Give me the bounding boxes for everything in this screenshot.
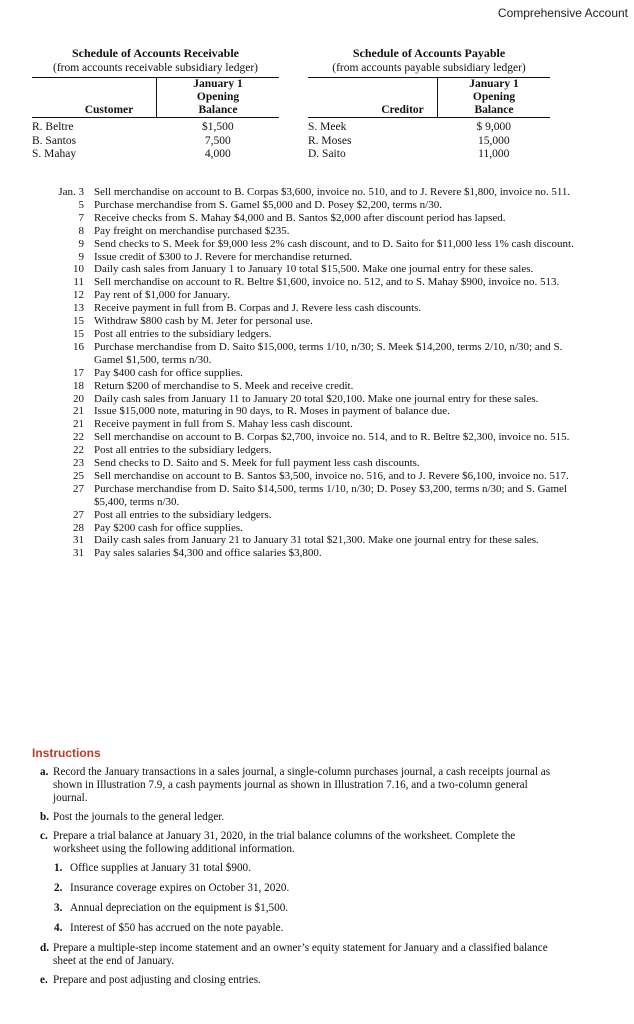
subitem-text: Annual depreciation on the equipment is $1,500. — [70, 902, 289, 914]
transaction-text: Issue $15,000 note, maturing in 90 days, to R. Moses in payment of balance due. — [94, 405, 450, 418]
transaction-date: 17 — [73, 366, 84, 379]
list-item — [32, 470, 592, 483]
list-item — [32, 328, 592, 341]
list-item — [32, 547, 592, 560]
list-item — [54, 902, 554, 915]
transaction-date: 18 — [73, 379, 84, 392]
transaction-date: 23 — [73, 457, 84, 470]
transaction-date: 8 — [78, 224, 84, 237]
transaction-text: Send checks to D. Saito and S. Meek for full payment less cash discounts. — [94, 457, 420, 470]
payable-balance: 11,000 — [478, 148, 510, 160]
instructions-heading: Instructions — [32, 746, 101, 760]
transaction-list — [32, 186, 592, 560]
list-item — [54, 922, 554, 935]
transaction-text: Return $200 of merchandise to S. Meek and receive credit. — [94, 379, 354, 392]
receivable-balance: $1,500 — [201, 121, 234, 133]
list-item — [32, 418, 592, 431]
payable-name: D. Saito — [308, 148, 346, 160]
transaction-date: 27 — [73, 482, 84, 495]
list-item — [32, 393, 592, 406]
transaction-date: 21 — [73, 405, 84, 418]
payable-table — [308, 78, 550, 162]
transaction-text: Daily cash sales from January 21 to January 31 total $21,300. Make one journal entry for these sales. — [94, 534, 539, 547]
instruction-letter: c. — [40, 830, 48, 842]
transaction-date: 13 — [73, 302, 84, 315]
transaction-date: 16 — [73, 340, 84, 353]
table-row — [32, 148, 279, 162]
receivable-schedule — [32, 46, 279, 162]
payable-col-bal-1: January 1 — [438, 78, 551, 91]
instruction-text: Prepare and post adjusting and closing entries. — [53, 974, 261, 986]
transaction-date: 31 — [73, 534, 84, 547]
receivable-col-bal-3: Balance — [157, 104, 280, 118]
payable-schedule — [308, 46, 550, 162]
table-row — [308, 135, 550, 149]
receivable-balance: 7,500 — [204, 134, 231, 147]
receivable-name: B. Santos — [32, 134, 77, 147]
payable-subtitle: (from accounts payable subsidiary ledger) — [308, 61, 550, 78]
list-item — [32, 457, 592, 470]
list-item — [32, 405, 592, 418]
transaction-text: Purchase merchandise from D. Saito $15,000, terms 1/10, n/30; S. Meek $14,200, terms 2/10, n/30; and S. Gamel $1,500, terms n/30. — [94, 340, 563, 366]
payable-col-name: Creditor — [308, 104, 438, 118]
transaction-text: Purchase merchandise from S. Gamel $5,000 and D. Posey $2,200, terms n/30. — [94, 198, 442, 211]
table-row — [308, 148, 550, 162]
payable-title: Schedule of Accounts Payable — [352, 46, 506, 60]
list-item — [32, 341, 592, 367]
transaction-date: 28 — [73, 521, 84, 534]
instruction-letter: b. — [40, 811, 50, 823]
list-item — [32, 289, 592, 302]
list-item — [40, 766, 554, 805]
transaction-text: Sell merchandise on account to R. Beltre $1,600, invoice no. 512, and to S. Mahay $900, invoice no. 513. — [94, 276, 560, 289]
transaction-text: Sell merchandise on account to B. Corpas $3,600, invoice no. 510, and to J. Revere $1,800, invoice no. 511. — [94, 186, 571, 198]
receivable-balance: 4,000 — [204, 148, 231, 160]
payable-col-bal-2: Opening — [438, 91, 551, 104]
receivable-subtitle: (from accounts receivable subsidiary ledger) — [32, 61, 279, 78]
list-item — [32, 431, 592, 444]
list-item — [32, 276, 592, 289]
transaction-text: Daily cash sales from January 1 to January 10 total $15,500. Make one journal entry for these sales. — [94, 263, 534, 276]
list-item — [40, 974, 554, 987]
list-item — [32, 238, 592, 251]
list-item — [32, 522, 592, 535]
list-item — [32, 367, 592, 380]
instruction-text: Prepare a multiple-step income statement and an owner’s equity statement for January and a classified balance sheet at the end of January. — [53, 942, 548, 967]
list-item — [40, 811, 554, 824]
transaction-text: Issue credit of $300 to J. Revere for merchandise returned. — [94, 250, 353, 263]
transaction-text: Sell merchandise on account to B. Santos $3,500, invoice no. 516, and to J. Revere $6,100, invoice no. 517. — [94, 469, 569, 482]
list-item — [32, 263, 592, 276]
transaction-date: 11 — [73, 276, 84, 289]
list-item — [32, 509, 592, 522]
page-header-title: Comprehensive Account — [497, 6, 628, 20]
table-row — [32, 135, 279, 149]
subitem-number: 3. — [54, 902, 63, 914]
transaction-date: 10 — [73, 263, 84, 276]
instruction-letter: a. — [40, 766, 49, 778]
subitem-number: 4. — [54, 922, 63, 934]
transaction-date: 9 — [78, 250, 84, 263]
list-item — [32, 225, 592, 238]
payable-balance: 15,000 — [477, 134, 510, 147]
transaction-date: 27 — [73, 508, 84, 521]
list-item — [40, 830, 554, 856]
list-item — [32, 534, 592, 547]
list-item — [54, 862, 554, 875]
table-row — [32, 118, 279, 135]
receivable-name: S. Mahay — [32, 148, 77, 160]
subitem-number: 2. — [54, 882, 63, 894]
transaction-text: Post all entries to the subsidiary ledgers. — [94, 327, 272, 340]
transaction-date: 21 — [73, 418, 84, 431]
list-item — [32, 380, 592, 393]
transaction-date: 20 — [73, 392, 84, 405]
subitem-text: Insurance coverage expires on October 31, 2020. — [70, 882, 290, 894]
receivable-col-name: Customer — [32, 104, 157, 118]
transaction-text: Pay $400 cash for office supplies. — [94, 366, 243, 379]
transaction-date: 31 — [73, 547, 84, 560]
transaction-date: 5 — [78, 198, 84, 211]
instruction-letter: d. — [40, 942, 50, 954]
transaction-date: 15 — [73, 315, 84, 328]
list-item — [32, 315, 592, 328]
transaction-text: Receive checks from S. Mahay $4,000 and B. Santos $2,000 after discount period has lapsed. — [94, 211, 506, 224]
transaction-date: Jan. 3 — [58, 186, 84, 198]
transaction-text: Receive payment in full from S. Mahay less cash discount. — [94, 418, 353, 431]
instruction-text: Prepare a trial balance at January 31, 2020, in the trial balance columns of the worksheet. Complete the worksheet using the following additional information. — [53, 830, 516, 855]
transaction-date: 22 — [73, 444, 84, 457]
receivable-name: R. Beltre — [32, 121, 74, 133]
receivable-col-bal-2: Opening — [157, 91, 280, 104]
transaction-date: 15 — [73, 327, 84, 340]
list-item — [32, 186, 592, 199]
instructions-list — [40, 766, 554, 993]
list-item — [32, 251, 592, 264]
transaction-date: 7 — [78, 211, 84, 224]
list-item — [32, 212, 592, 225]
payable-name: R. Moses — [308, 134, 352, 147]
transaction-text: Pay freight on merchandise purchased $235. — [94, 224, 290, 237]
list-item — [54, 882, 554, 895]
transaction-text: Post all entries to the subsidiary ledgers. — [94, 444, 272, 457]
instruction-text: Record the January transactions in a sales journal, a single-column purchases journal, a cash receipts journal as shown in Illustration 7.9, a cash payments journal as shown in Illustration 7.16, and a two-column general journal. — [53, 766, 551, 804]
receivable-title: Schedule of Accounts Receivable — [72, 46, 239, 60]
receivable-table — [32, 78, 279, 162]
instruction-text: Post the journals to the general ledger. — [53, 811, 225, 823]
list-item — [32, 444, 592, 457]
transaction-text: Withdraw $800 cash by M. Jeter for personal use. — [94, 315, 313, 328]
list-item — [40, 942, 554, 968]
list-item — [32, 483, 592, 509]
list-item — [32, 302, 592, 315]
transaction-date: 12 — [73, 289, 84, 302]
transaction-text: Post all entries to the subsidiary ledgers. — [94, 508, 272, 521]
instruction-letter: e. — [40, 974, 48, 986]
subitem-text: Office supplies at January 31 total $900. — [70, 862, 251, 874]
transaction-text: Pay sales salaries $4,300 and office salaries $3,800. — [94, 547, 322, 560]
payable-name: S. Meek — [308, 121, 347, 133]
table-row — [308, 118, 550, 135]
transaction-text: Purchase merchandise from D. Saito $14,500, terms 1/10, n/30; D. Posey $3,200, terms n/30; and S. Gamel $5,400, terms n/30. — [94, 482, 567, 508]
transaction-date: 22 — [73, 431, 84, 444]
subitem-number: 1. — [54, 862, 63, 874]
payable-balance: $ 9,000 — [476, 121, 511, 133]
transaction-date: 25 — [73, 469, 84, 482]
receivable-col-bal-1: January 1 — [157, 78, 280, 91]
transaction-text: Pay $200 cash for office supplies. — [94, 521, 243, 534]
transaction-text: Receive payment in full from B. Corpas and J. Revere less cash discounts. — [94, 302, 422, 315]
subitem-text: Interest of $50 has accrued on the note payable. — [70, 922, 284, 934]
transaction-text: Daily cash sales from January 11 to January 20 total $20,100. Make one journal entry for these sales. — [94, 392, 539, 405]
transaction-date: 9 — [78, 237, 84, 250]
list-item — [32, 199, 592, 212]
payable-col-bal-3: Balance — [438, 104, 551, 118]
transaction-text: Pay rent of $1,000 for January. — [94, 289, 230, 302]
transaction-text: Send checks to S. Meek for $9,000 less 2% cash discount, and to D. Saito for $11,000 less 1% cash discount. — [94, 237, 574, 250]
transaction-text: Sell merchandise on account to B. Corpas $2,700, invoice no. 514, and to R. Beltre $2,300, invoice no. 515. — [94, 431, 570, 444]
